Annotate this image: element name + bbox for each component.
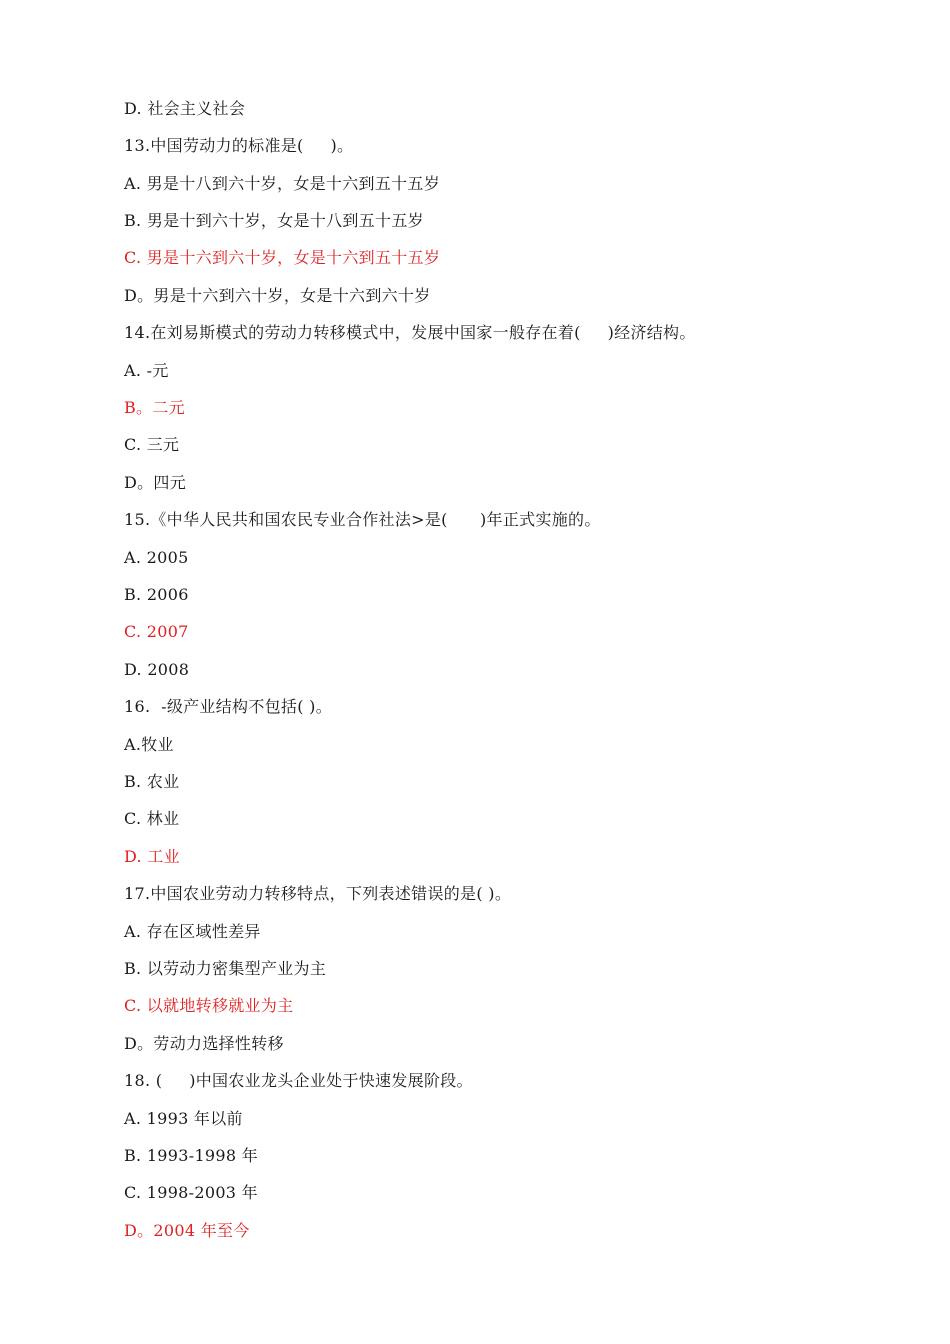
- question-line: 14.在刘易斯模式的劳动力转移模式中，发展中国家一般存在着( )经济结构。: [124, 323, 696, 342]
- option-line: A. -元: [124, 361, 169, 380]
- question-line: 17.中国农业劳动力转移特点，下列表述错误的是( )。: [124, 884, 512, 903]
- option-line: C. 1998-2003 年: [124, 1183, 258, 1202]
- option-line: D。男是十六到六十岁，女是十六到六十岁: [124, 286, 431, 305]
- question-line: 16. -级产业结构不包括( )。: [124, 697, 332, 716]
- option-line: A. 存在区域性差异: [124, 922, 261, 941]
- option-line: B. 农业: [124, 772, 180, 791]
- option-line: C. 三元: [124, 435, 180, 454]
- option-line: B. 2006: [124, 585, 189, 604]
- option-line: A. 1993 年以前: [124, 1109, 243, 1128]
- answer-option-line: C. 男是十六到六十岁，女是十六到五十五岁: [124, 248, 441, 267]
- answer-option-line: B。二元: [124, 398, 185, 417]
- option-line: B. 男是十到六十岁，女是十八到五十五岁: [124, 211, 424, 230]
- question-line: 13.中国劳动力的标准是( )。: [124, 136, 354, 155]
- option-line: C. 林业: [124, 809, 180, 828]
- answer-option-line: C. 以就地转移就业为主: [124, 996, 294, 1015]
- option-line: B. 1993-1998 年: [124, 1146, 259, 1165]
- answer-option-line: D. 工业: [124, 847, 180, 866]
- option-line: D. 社会主义社会: [124, 99, 246, 118]
- option-line: A. 2005: [124, 548, 189, 567]
- option-line: B. 以劳动力密集型产业为主: [124, 959, 327, 978]
- answer-option-line: C. 2007: [124, 622, 189, 641]
- option-line: A. 男是十八到六十岁，女是十六到五十五岁: [124, 174, 441, 193]
- option-line: A.牧业: [124, 735, 174, 754]
- question-line: 15.《中华人民共和国农民专业合作社法>是( )年正式实施的。: [124, 510, 601, 529]
- answer-option-line: D。2004 年至今: [124, 1221, 250, 1240]
- option-line: D。四元: [124, 473, 187, 492]
- question-line: 18. ( )中国农业龙头企业处于快速发展阶段。: [124, 1071, 473, 1090]
- option-line: D. 2008: [124, 660, 190, 679]
- option-line: D。劳动力选择性转移: [124, 1034, 284, 1053]
